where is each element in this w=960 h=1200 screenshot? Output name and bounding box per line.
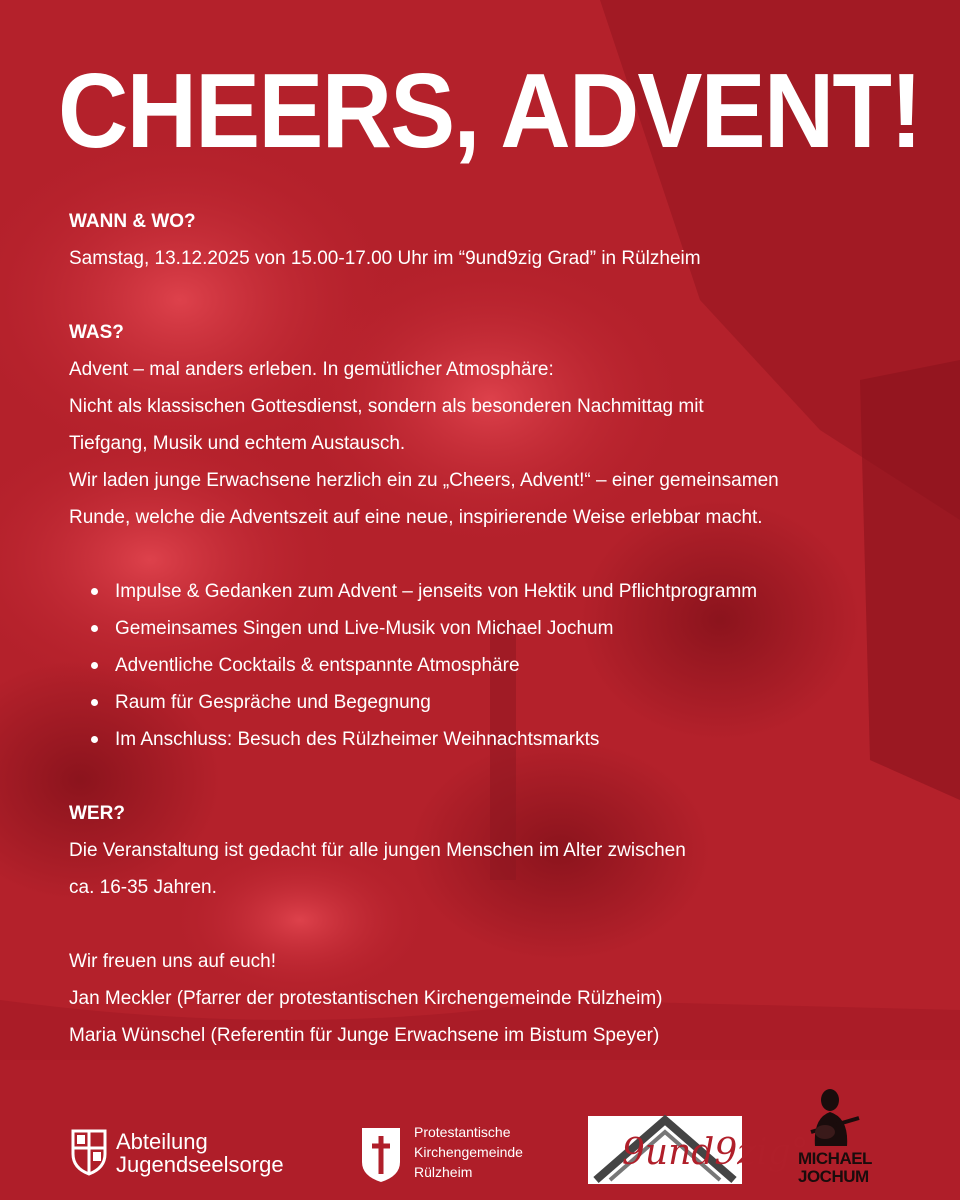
section-heading-who: WER? xyxy=(69,803,125,824)
bullet-item: Adventliche Cocktails & entspannte Atmosphäre xyxy=(115,647,899,684)
section-heading-when: WANN & WO? xyxy=(69,211,196,232)
logo-jugendseelsorge xyxy=(70,1126,330,1178)
sponsor-logos xyxy=(0,1080,960,1200)
logo-9und9zig-text: 9und9zig° xyxy=(622,1132,809,1173)
program-bullet-list xyxy=(69,573,899,758)
closing-greeting: Wir freuen uns auf euch! xyxy=(69,951,276,972)
logo-michael-jochum-text: MICHAEL JOCHUM xyxy=(798,1149,872,1186)
section-text-when: Samstag, 13.12.2025 von 15.00-17.00 Uhr im “9und9zig Grad” in Rülzheim xyxy=(69,248,701,269)
logo-jugendseelsorge-text: Abteilung Jugendseelsorge xyxy=(116,1129,284,1177)
poster-title: CHEERS, ADVENT! xyxy=(58,52,921,170)
signatory-line: Jan Meckler (Pfarrer der protestantischen Kirchengemeinde Rülzheim) xyxy=(69,988,663,1009)
coat-of-arms-icon xyxy=(70,1128,108,1176)
signatory-line: Maria Wünschel (Referentin für Junge Erwachsene im Bistum Speyer) xyxy=(69,1025,660,1046)
cross-church-icon xyxy=(358,1124,404,1184)
what-line: Advent – mal anders erleben. In gemütlicher Atmosphäre: xyxy=(69,359,554,380)
bullet-item: Impulse & Gedanken zum Advent – jenseits von Hektik und Pflichtprogramm xyxy=(115,573,899,610)
logo-michael-jochum xyxy=(798,1088,872,1194)
what-line: Wir laden junge Erwachsene herzlich ein zu „Cheers, Advent!“ – einer gemeinsamen xyxy=(69,470,779,491)
who-line: ca. 16-35 Jahren. xyxy=(69,877,217,898)
bullet-item: Im Anschluss: Besuch des Rülzheimer Weihnachtsmarkts xyxy=(115,721,899,758)
poster-content xyxy=(69,203,899,1054)
logo-kirchengemeinde xyxy=(358,1122,558,1186)
what-line: Nicht als klassischen Gottesdienst, sondern als besonderen Nachmittag mit xyxy=(69,396,704,417)
section-heading-what: WAS? xyxy=(69,322,124,343)
what-line: Tiefgang, Musik und echtem Austausch. xyxy=(69,433,406,454)
what-line: Runde, welche die Adventszeit auf eine neue, inspirierende Weise erlebbar macht. xyxy=(69,507,763,528)
who-line: Die Veranstaltung ist gedacht für alle jungen Menschen im Alter zwischen xyxy=(69,840,686,861)
logo-9und9zig xyxy=(588,1116,809,1184)
logo-kirchengemeinde-text: Protestantische Kirchengemeinde Rülzheim xyxy=(414,1124,523,1180)
bullet-item: Raum für Gespräche und Begegnung xyxy=(115,684,899,721)
bullet-item: Gemeinsames Singen und Live-Musik von Michael Jochum xyxy=(115,610,899,647)
guitarist-illustration-icon xyxy=(803,1088,863,1148)
